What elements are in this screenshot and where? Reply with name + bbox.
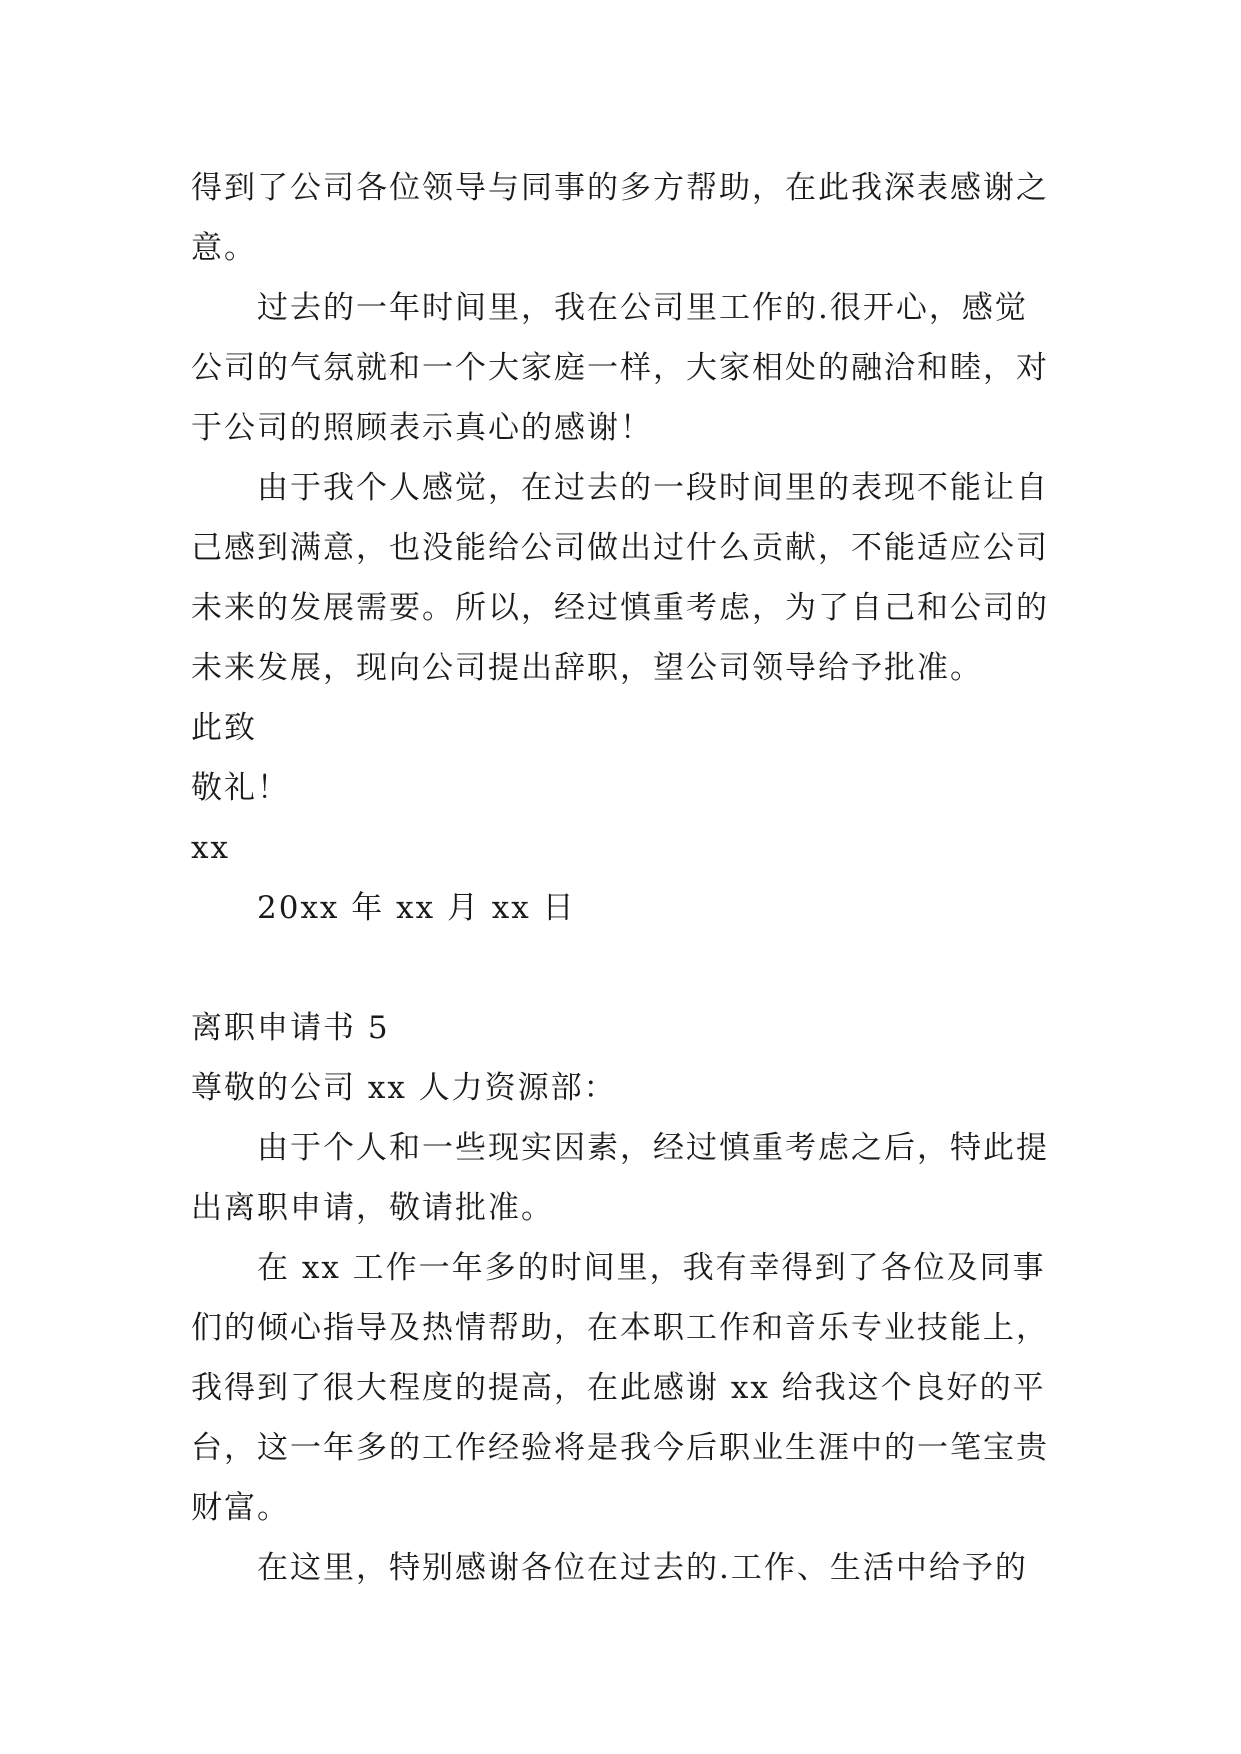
text-line: 台，这一年多的工作经验将是我今后职业生涯中的一笔宝贵 <box>191 1430 1049 1466</box>
text-line: 我得到了很大程度的提高，在此感谢 xx 给我这个良好的平 <box>191 1370 1046 1406</box>
text-line: 意。 <box>191 230 257 266</box>
document-title: 离职申请书 5 <box>191 1010 390 1046</box>
text-line: 得到了公司各位领导与同事的多方帮助，在此我深表感谢之 <box>191 170 1049 206</box>
document-page <box>191 158 1061 1598</box>
text-line: 由于个人和一些现实因素，经过慎重考虑之后，特此提 <box>257 1130 1049 1166</box>
text-line: 由于我个人感觉，在过去的一段时间里的表现不能让自 <box>257 470 1049 506</box>
spacer <box>191 938 1061 998</box>
date-line: 20xx 年 xx 月 xx 日 <box>257 890 576 926</box>
text-line: 未来的发展需要。所以，经过慎重考虑，为了自己和公司的 <box>191 590 1049 626</box>
text-line: 过去的一年时间里，我在公司里工作的.很开心，感觉 <box>257 290 1028 326</box>
closing-line: 此致 <box>191 710 257 746</box>
text-line: 在 xx 工作一年多的时间里，我有幸得到了各位及同事 <box>257 1250 1046 1286</box>
closing-line: 敬礼！ <box>191 770 290 806</box>
salutation: 尊敬的公司 xx 人力资源部： <box>191 1070 617 1106</box>
text-line: 在这里，特别感谢各位在过去的.工作、生活中给予的 <box>257 1550 1028 1586</box>
text-line: 出离职申请，敬请批准。 <box>191 1190 554 1226</box>
text-line: 己感到满意，也没能给公司做出过什么贡献，不能适应公司 <box>191 530 1049 566</box>
text-line: 未来发展，现向公司提出辞职，望公司领导给予批准。 <box>191 650 983 686</box>
text-line: 公司的气氛就和一个大家庭一样，大家相处的融洽和睦，对 <box>191 350 1049 386</box>
text-line: 于公司的照顾表示真心的感谢！ <box>191 410 653 446</box>
text-line: 们的倾心指导及热情帮助，在本职工作和音乐专业技能上， <box>191 1310 1049 1346</box>
signature: xx <box>191 830 230 866</box>
text-line: 财富。 <box>191 1490 290 1526</box>
